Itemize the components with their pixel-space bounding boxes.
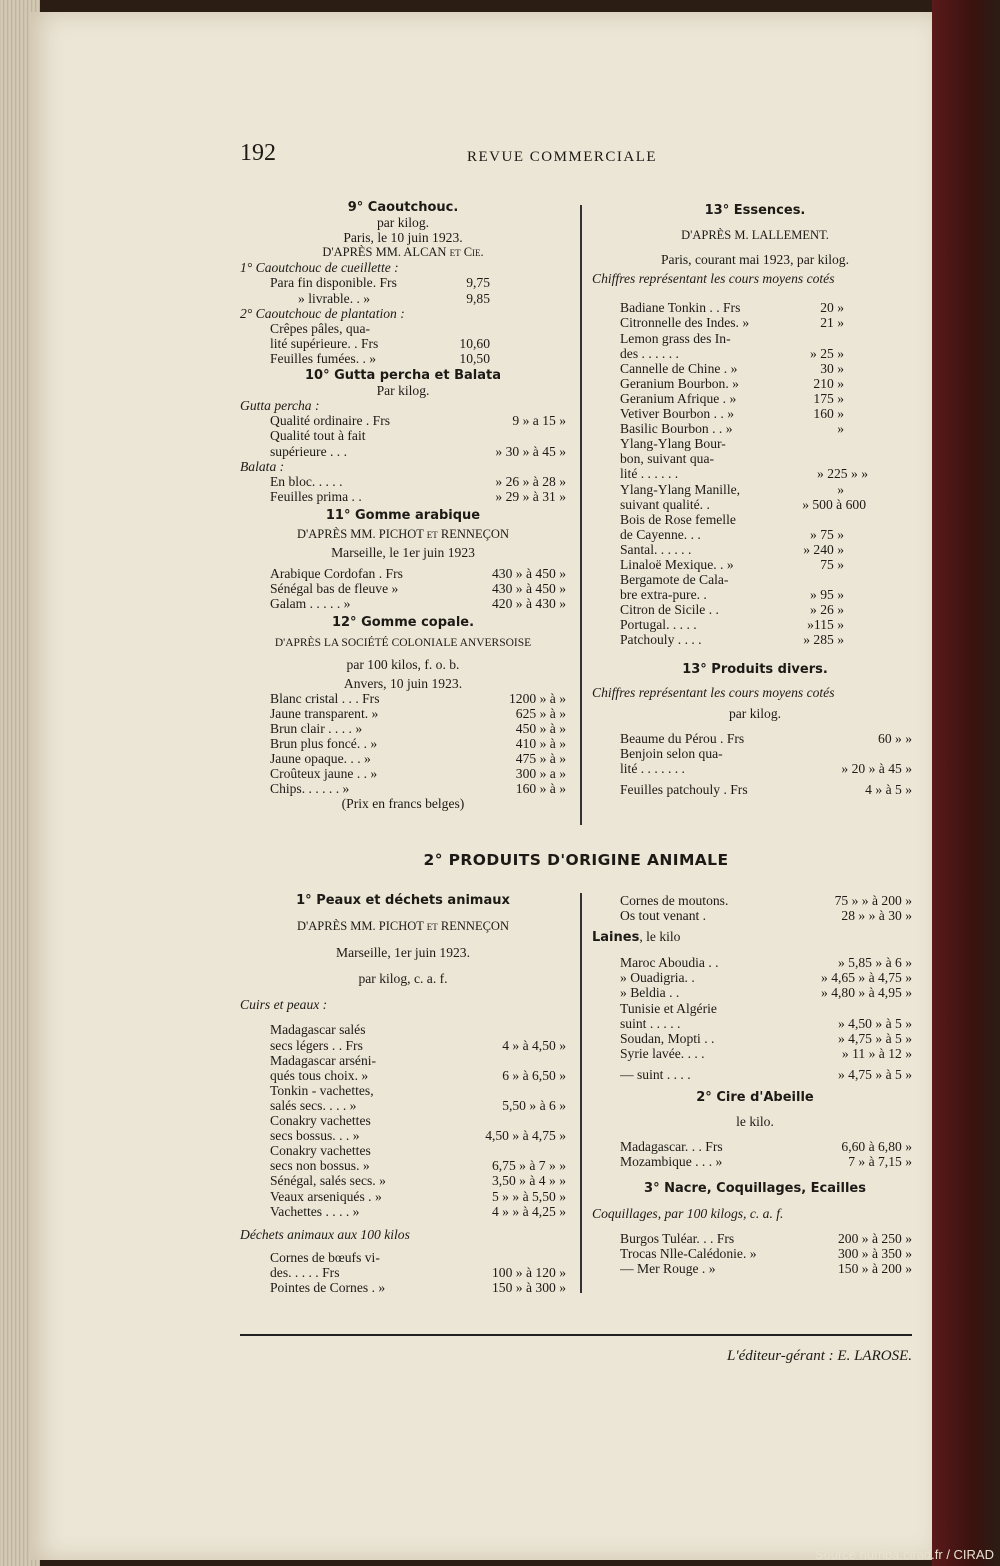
price-row: Qualité ordinaire . Frs 9 » a 15 »: [270, 413, 566, 429]
price-row: Basilic Bourbon . . » »: [620, 421, 844, 437]
laines-unit: , le kilo: [639, 929, 681, 945]
price-row: salés secs. . . . » 5,50 » à 6 »: [270, 1097, 566, 1113]
gutta-unit: Par kilog.: [376, 383, 430, 399]
price-row: Citron de Sicile . . » 26 »: [620, 602, 844, 618]
price-row: En bloc. . . . . » 26 » à 28 »: [270, 473, 566, 489]
price-row: — suint . . . . » 4,75 » à 5 »: [620, 1066, 912, 1082]
price-row: Cornes de bœufs vi-: [270, 1249, 380, 1265]
editor-credit: L'éditeur-gérant : E. LAROSE.: [727, 1348, 912, 1364]
price-row: Blanc cristal . . . Frs 1200 » à »: [270, 690, 566, 706]
produits-divers-unit: par kilog.: [728, 705, 782, 721]
price-row: Citronnelle des Indes. » 21 »: [620, 315, 844, 331]
price-row: Veaux arseniqués . » 5 » » à 5,50 »: [270, 1188, 566, 1204]
essences-title: 13° Essences.: [704, 203, 806, 218]
price-row: bon, suivant qua-: [620, 451, 715, 467]
price-row: de Cayenne. . . » 75 »: [620, 526, 844, 542]
left-bottom-column: [240, 893, 566, 1295]
price-row: » livrable. . » 9,85: [298, 290, 490, 306]
price-row: Geranium Afrique . » 175 »: [620, 390, 844, 406]
running-head: REVUE COMMERCIALE: [467, 149, 658, 165]
price-row: des . . . . . . » 25 »: [620, 345, 844, 361]
caoutchouc-source: D'APRÈS MM. ALCAN et Cie.: [322, 245, 484, 260]
price-row: des. . . . . Frs 100 » à 120 »: [270, 1264, 566, 1280]
caoutchouc-unit: par kilog.: [376, 215, 430, 231]
price-row: Madagascar. . . Frs 6,60 à 6,80 »: [620, 1139, 912, 1155]
gomme-copale-source: D'APRÈS LA SOCIÉTÉ COLONIALE ANVERSOISE: [274, 636, 532, 649]
price-row: Patchouly . . . . » 285 »: [620, 632, 844, 648]
caoutchouc-place-date: Paris, le 10 juin 1923.: [343, 230, 463, 246]
price-row: Madagascar salés: [270, 1022, 366, 1038]
price-row: Mozambique . . . » 7 » à 7,15 »: [620, 1154, 912, 1170]
right-top-column: [592, 203, 918, 797]
price-row: supérieure . . . » 30 » à 45 »: [270, 443, 566, 459]
price-row: Badiane Tonkin . . Frs 20 »: [620, 300, 844, 316]
price-row: secs bossus. . . » 4,50 » à 4,75 »: [270, 1128, 566, 1144]
peaux-unit: par kilog, c. a. f.: [358, 971, 448, 987]
gomme-arabique-source: D'APRÈS MM. PICHOT et RENNEÇON: [296, 526, 509, 541]
peaux-title: 1° Peaux et déchets animaux: [296, 893, 510, 908]
gomme-copale-note: (Prix en francs belges): [341, 796, 465, 812]
source-credit: Source numba.cirad.fr / CIRAD: [814, 1547, 994, 1562]
price-row: Vetiver Bourbon . . » 160 »: [620, 406, 844, 422]
nacre-unit: Coquillages, par 100 kilogs, c. a. f.: [592, 1205, 784, 1221]
price-row: Bergamote de Cala-: [620, 572, 729, 588]
caoutchouc-sub2: 2° Caoutchouc de plantation :: [240, 305, 405, 321]
price-row: qués tous choix. » 6 » à 6,50 »: [270, 1067, 566, 1083]
price-row: lité supérieure. . Frs 10,60: [270, 335, 490, 351]
left-top-column: [240, 200, 566, 812]
price-row: Madagascar arséni-: [270, 1052, 377, 1068]
price-row: Qualité tout à fait: [270, 428, 366, 444]
caoutchouc-title: 9° Caoutchouc.: [347, 200, 459, 215]
price-row: Syrie lavée. . . . » 11 » à 12 »: [620, 1045, 912, 1061]
produits-divers-note: Chiffres représentant les cours moyens cotés: [592, 684, 835, 700]
price-row: Pointes de Cornes . » 150 » à 300 »: [270, 1279, 566, 1295]
column-rule: [580, 205, 582, 825]
price-row: Brun clair . . . . » 450 » à »: [270, 721, 566, 736]
produits-divers-title: 13° Produits divers.: [682, 661, 828, 677]
gomme-copale-title: 12° Gomme copale.: [331, 615, 475, 631]
price-row: Beaume du Pérou . Frs 60 » »: [620, 730, 912, 746]
price-row: — Mer Rouge . » 150 » à 200 »: [620, 1260, 912, 1276]
price-row: Trocas Nlle-Calédonie. » 300 » à 350 »: [620, 1245, 912, 1261]
price-row: Croûteux jaune . . » 300 » a »: [270, 766, 566, 782]
cire-title: 2° Cire d'Abeille: [696, 1090, 814, 1106]
gomme-copale-unit: par 100 kilos, f. o. b.: [346, 656, 460, 672]
price-row: Jaune opaque. . . » 475 » à »: [270, 751, 566, 767]
price-row: Para fin disponible. Frs 9,75: [270, 275, 490, 291]
price-row: Maroc Aboudia . . » 5,85 » à 6 »: [620, 955, 912, 971]
price-row: Portugal. . . . . »115 »: [620, 617, 844, 633]
cire-unit: le kilo.: [736, 1114, 774, 1130]
price-row: Sénégal bas de fleuve » 430 » à 450 »: [270, 581, 566, 597]
price-row: bre extra-pure. . » 95 »: [620, 587, 844, 603]
price-row: Os tout venant . 28 » » à 30 »: [620, 908, 912, 924]
column-rule: [580, 893, 582, 1293]
gomme-arabique-place-date: Marseille, le 1er juin 1923: [331, 545, 475, 561]
price-row: Sénégal, salés secs. » 3,50 » à 4 » »: [270, 1173, 566, 1189]
price-row: Linaloë Mexique. . » 75 »: [620, 556, 844, 572]
price-row: Ylang-Ylang Manille, »: [620, 481, 844, 497]
peaux-sub1: Cuirs et peaux :: [240, 997, 328, 1013]
book-cover-edge: [932, 0, 1000, 1566]
price-row: suivant qualité. . » 500 à 600: [620, 496, 866, 512]
caoutchouc-sub1: 1° Caoutchouc de cueillette :: [240, 260, 399, 276]
gutta-sub2: Balata :: [240, 458, 285, 474]
price-row: lité . . . . . . » 225 » »: [620, 466, 868, 482]
price-row: Feuilles fumées. . » 10,50: [270, 350, 490, 366]
price-row: Vachettes . . . . » 4 » » à 4,25 »: [270, 1203, 566, 1219]
page-number: 192: [240, 140, 276, 166]
price-row: Galam . . . . . » 420 » à 430 »: [270, 596, 566, 612]
laines-heading: [592, 929, 918, 945]
price-row: lité . . . . . . . » 20 » à 45 »: [620, 761, 912, 776]
gomme-arabique-title: 11° Gomme arabique: [325, 507, 481, 523]
price-row: » Ouadigria. . » 4,65 » à 4,75 »: [620, 970, 912, 986]
essences-place-date: Paris, courant mai 1923, par kilog.: [660, 252, 849, 268]
price-row: Tunisie et Algérie: [620, 1000, 717, 1016]
nacre-title: 3° Nacre, Coquillages, Ecailles: [644, 1181, 866, 1197]
price-row: Lemon grass des In-: [620, 330, 731, 346]
essences-note: Chiffres représentant les cours moyens cotés: [592, 271, 835, 287]
price-row: Cannelle de Chine . » 30 »: [620, 360, 844, 376]
price-row: Soudan, Mopti . . » 4,75 » à 5 »: [620, 1030, 912, 1046]
price-row: secs légers . . Frs 4 » à 4,50 »: [270, 1037, 566, 1053]
gutta-title: 10° Gutta percha et Balata: [304, 368, 501, 384]
price-row: Feuilles patchouly . Frs 4 » à 5 »: [620, 782, 912, 798]
price-row: » Beldia . . » 4,80 » à 4,95 »: [620, 985, 912, 1001]
price-row: Chips. . . . . . » 160 » à »: [270, 781, 566, 797]
price-row: Cornes de moutons. 75 » » à 200 »: [620, 893, 912, 908]
price-row: Burgos Tuléar. . . Frs 200 » à 250 »: [620, 1230, 912, 1246]
laines-title: Laines: [592, 930, 640, 946]
peaux-sub2: Déchets animaux aux 100 kilos: [240, 1226, 410, 1242]
price-row: Geranium Bourbon. » 210 »: [620, 375, 844, 391]
price-row: Conakry vachettes: [270, 1143, 371, 1159]
peaux-place-date: Marseille, 1er juin 1923.: [335, 945, 471, 961]
price-row: Ylang-Ylang Bour-: [620, 436, 726, 452]
price-row: suint . . . . . » 4,50 » à 5 »: [620, 1015, 912, 1031]
footer-rule: [240, 1334, 912, 1336]
price-row: Jaune transparent. » 625 » à »: [270, 705, 566, 721]
gomme-copale-place-date: Anvers, 10 juin 1923.: [343, 675, 463, 691]
price-row: Santal. . . . . . » 240 »: [620, 541, 844, 557]
gutta-sub1: Gutta percha :: [240, 398, 320, 414]
price-row: Conakry vachettes: [270, 1113, 371, 1129]
price-row: Arabique Cordofan . Frs 430 » à 450 »: [270, 566, 566, 582]
price-row: secs non bossus. » 6,75 » à 7 » »: [270, 1158, 566, 1174]
price-row: Bois de Rose femelle: [620, 511, 736, 527]
price-row: Tonkin - vachettes,: [270, 1082, 374, 1098]
right-bottom-column: [592, 893, 918, 1276]
row-text: Crêpes pâles, qua-: [270, 320, 371, 336]
price-row: Brun plus foncé. . » 410 » à »: [270, 736, 566, 752]
price-row: Feuilles prima . . » 29 » à 31 »: [270, 488, 566, 504]
peaux-source: D'APRÈS MM. PICHOT et RENNEÇON: [296, 919, 509, 934]
section-title: 2° PRODUITS D'ORIGINE ANIMALE: [423, 851, 729, 869]
essences-source: D'APRÈS M. LALLEMENT.: [681, 228, 829, 243]
price-row: Benjoin selon qua-: [620, 745, 723, 761]
